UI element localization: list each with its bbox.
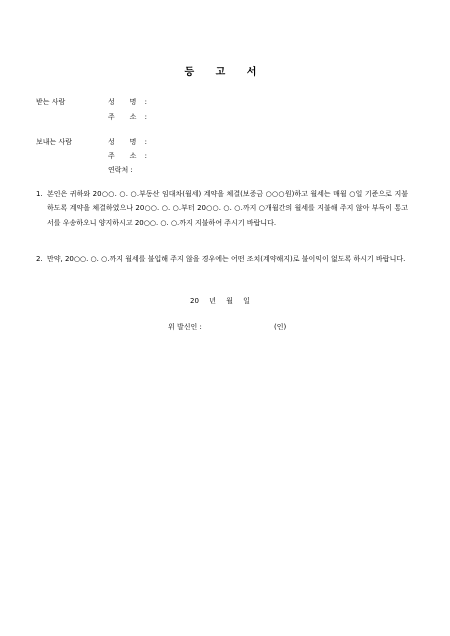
paragraph-text: 본인은 귀하와 20○○. ○. ○.부동산 임대차(월세) 계약을 체결(보증금 ○○○원)하고 월세는 매월 ○일 기준으로 지불하도록 계약을 체결하였으나 20○○. ○. ○.부터 20○○. ○. ○.까지 ○개월간의 월세를 지불해 주지 않아 부득이 통고서를 우송하오니 양지하시고 20○○. ○. ○.까지 지불하여 주시기 바랍니다. [47, 190, 408, 227]
paragraph-text: 만약, 20○○. ○. ○.까지 월세를 불입해 주지 않을 경우에는 어떤 조치(계약해지)로 불이익이 없도록 하시기 바랍니다. [47, 255, 406, 263]
receiver-name-label: 성 명 : [108, 98, 154, 106]
receiver-label: 받는 사람 [36, 98, 66, 106]
sender-label: 보내는 사람 [36, 138, 73, 146]
document-title: 등 고 서 [184, 67, 266, 78]
sender-address-label: 주 소 : [108, 152, 154, 160]
paragraph-1 [36, 187, 408, 245]
sender-phone-label: 연락처 : [108, 166, 133, 174]
paragraph-number: 1. [36, 190, 43, 198]
sender-name-label: 성 명 : [108, 138, 154, 146]
paragraph-2 [36, 252, 408, 282]
seal-mark: (인) [274, 323, 287, 331]
sender-sign-label: 위 발신인 : [168, 323, 202, 331]
paragraph-number: 2. [36, 255, 43, 263]
date-line: 20 년 월 일 [190, 297, 250, 305]
sender-sign [168, 322, 287, 332]
receiver-address-label: 주 소 : [108, 113, 154, 121]
